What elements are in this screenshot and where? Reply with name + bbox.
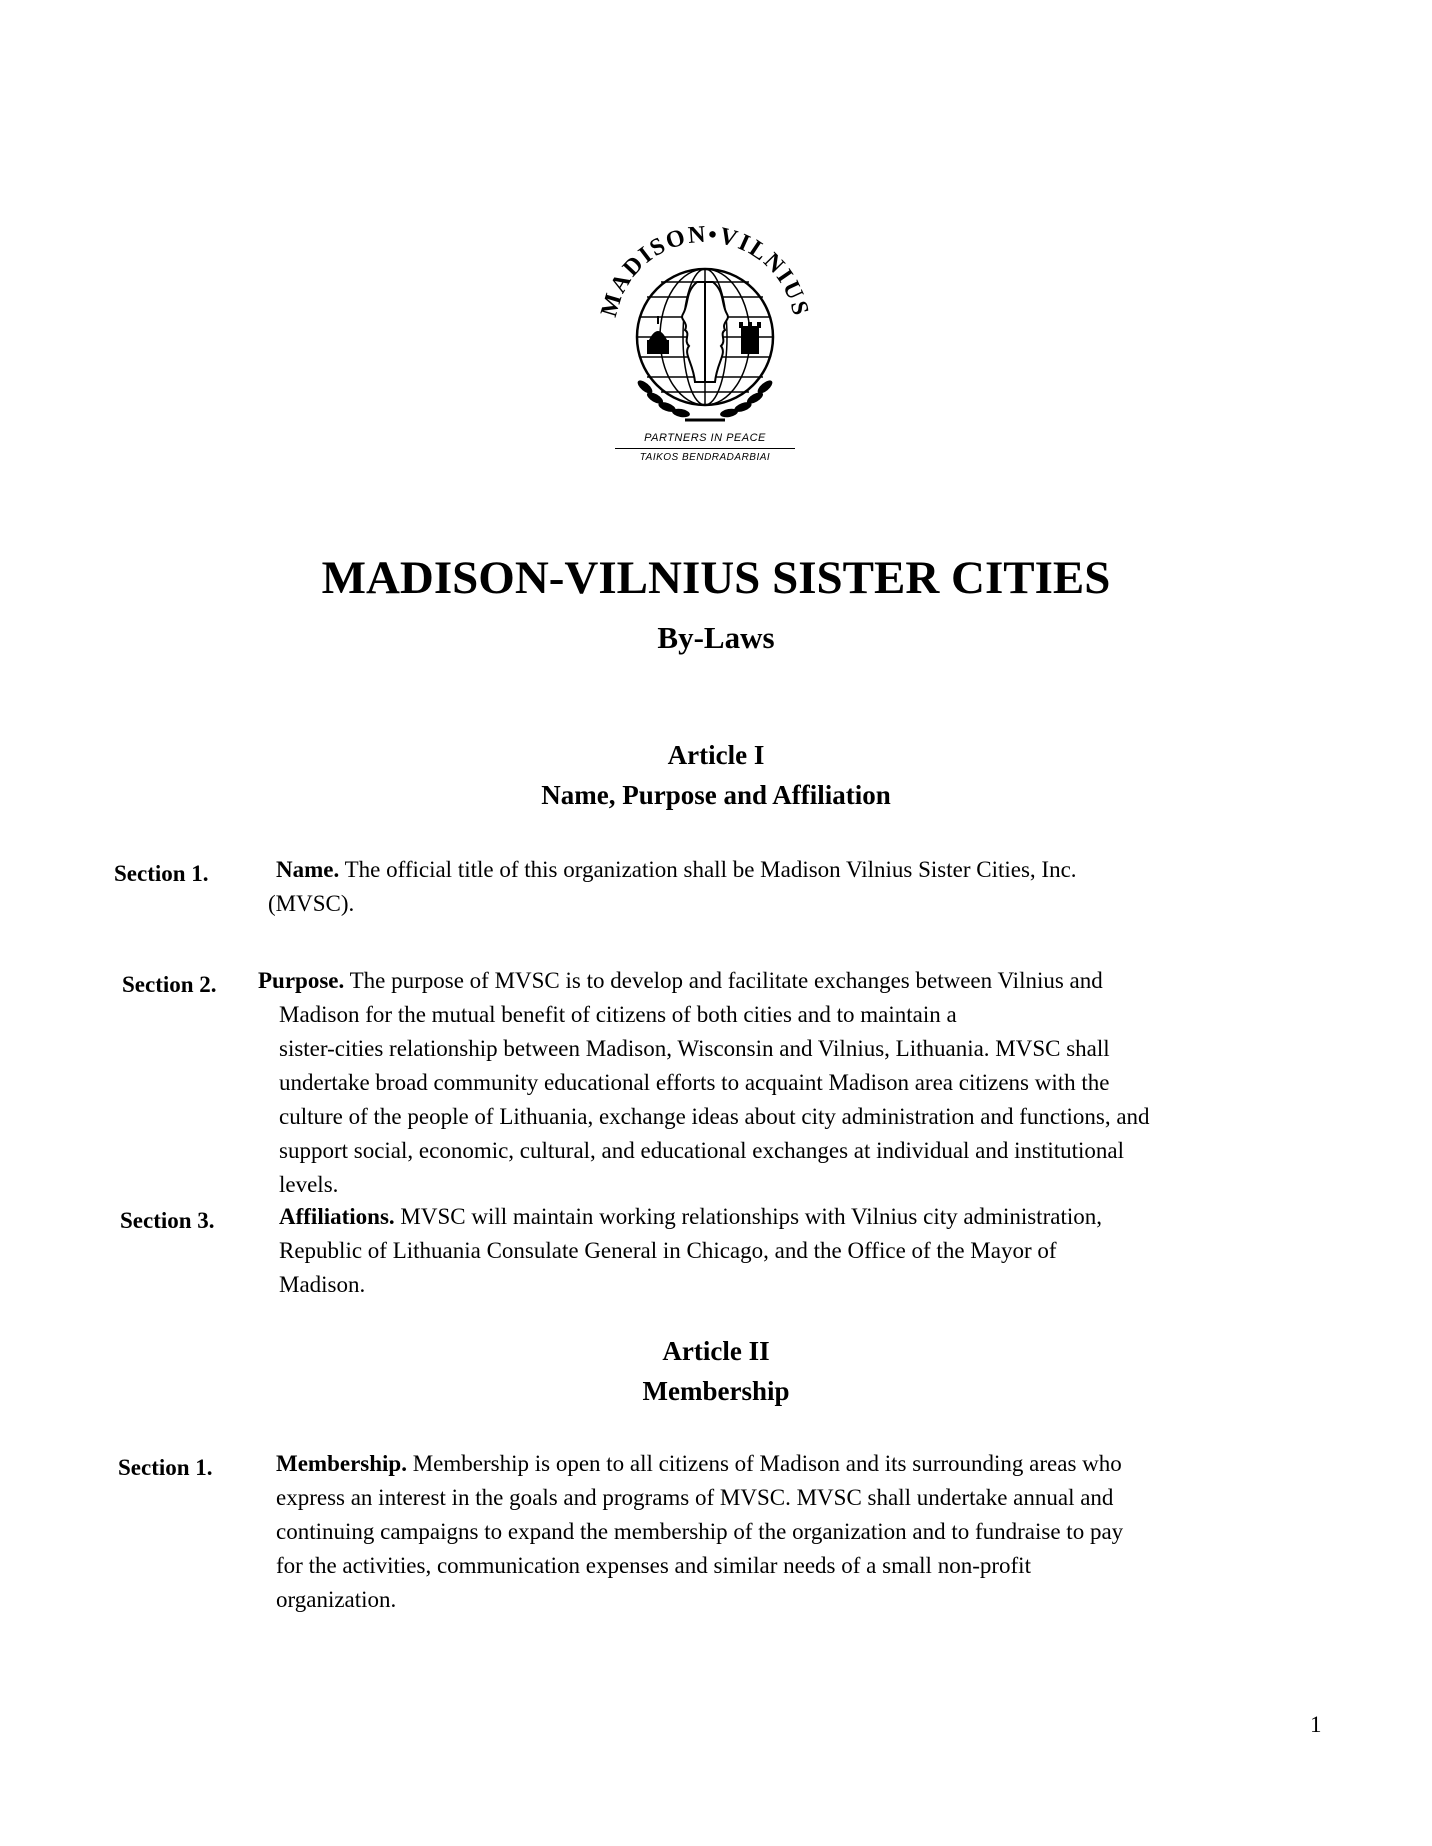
article-1-title: Name, Purpose and Affiliation [541,780,891,810]
globe-emblem-icon [585,222,825,432]
article-1-section-1-text [268,853,1077,921]
article-1-section-2-text [258,964,1150,1202]
page-number: 1 [1310,1712,1322,1737]
section-line: (MVSC). [268,891,355,916]
document-subtitle: By-Laws [657,620,775,655]
article-2-section-1-label: Section 1. [118,1455,213,1480]
section-line: undertake broad community educational efforts to acquaint Madison area citizens with the [279,1070,1110,1095]
section-line: levels. [279,1172,339,1197]
section-line: The purpose of MVSC is to develop and facilitate exchanges between Vilnius and [344,968,1103,993]
section-heading: Membership. [276,1451,407,1476]
section-line: organization. [276,1587,397,1612]
section-heading: Affiliations. [279,1204,395,1229]
section-line: Republic of Lithuania Consulate General in Chicago, and the Office of the Mayor of [279,1238,1057,1263]
section-heading: Purpose. [258,968,345,993]
section-line: for the activities, communication expenses and similar needs of a small non-profit [276,1553,1031,1578]
section-line: sister-cities relationship between Madison, Wisconsin and Vilnius, Lithuania. MVSC shall [279,1036,1110,1061]
section-line: Madison for the mutual benefit of citizens of both cities and to maintain a [279,1002,957,1027]
article-1-section-2-label: Section 2. [122,972,217,997]
article-1-section-3-label: Section 3. [120,1208,215,1233]
svg-text:MADISON•VILNIUS: MADISON•VILNIUS [596,222,814,320]
article-1-section-3-text [279,1200,1102,1302]
section-heading: Name. [276,857,340,882]
article-1-number: Article I [667,740,765,770]
article-2-section-1-text [276,1447,1123,1617]
logo-motto-english: PARTNERS IN PEACE [644,432,766,444]
article-1-section-1-label: Section 1. [114,861,209,886]
logo-motto-lithuanian: TAIKOS BENDRADARBIAI [639,452,771,463]
madison-vilnius-logo [585,222,825,472]
section-line: culture of the people of Lithuania, exchange ideas about city administration and functions, and [279,1104,1150,1129]
logo-divider [615,448,795,449]
section-line: support social, economic, cultural, and educational exchanges at individual and institutional [279,1138,1125,1163]
article-2-title: Membership [642,1376,790,1406]
section-line: Membership is open to all citizens of Madison and its surrounding areas who [406,1451,1122,1476]
section-line: MVSC will maintain working relationships with Vilnius city administration, [394,1204,1102,1229]
section-line: Madison. [279,1272,366,1297]
document-title: MADISON-VILNIUS SISTER CITIES [321,552,1111,604]
section-line: continuing campaigns to expand the membership of the organization and to fundraise to pay [276,1519,1124,1544]
section-line: The official title of this organization shall be Madison Vilnius Sister Cities, Inc. [339,857,1077,882]
article-2-number: Article II [662,1336,770,1366]
section-line: express an interest in the goals and programs of MVSC. MVSC shall undertake annual and [276,1485,1114,1510]
